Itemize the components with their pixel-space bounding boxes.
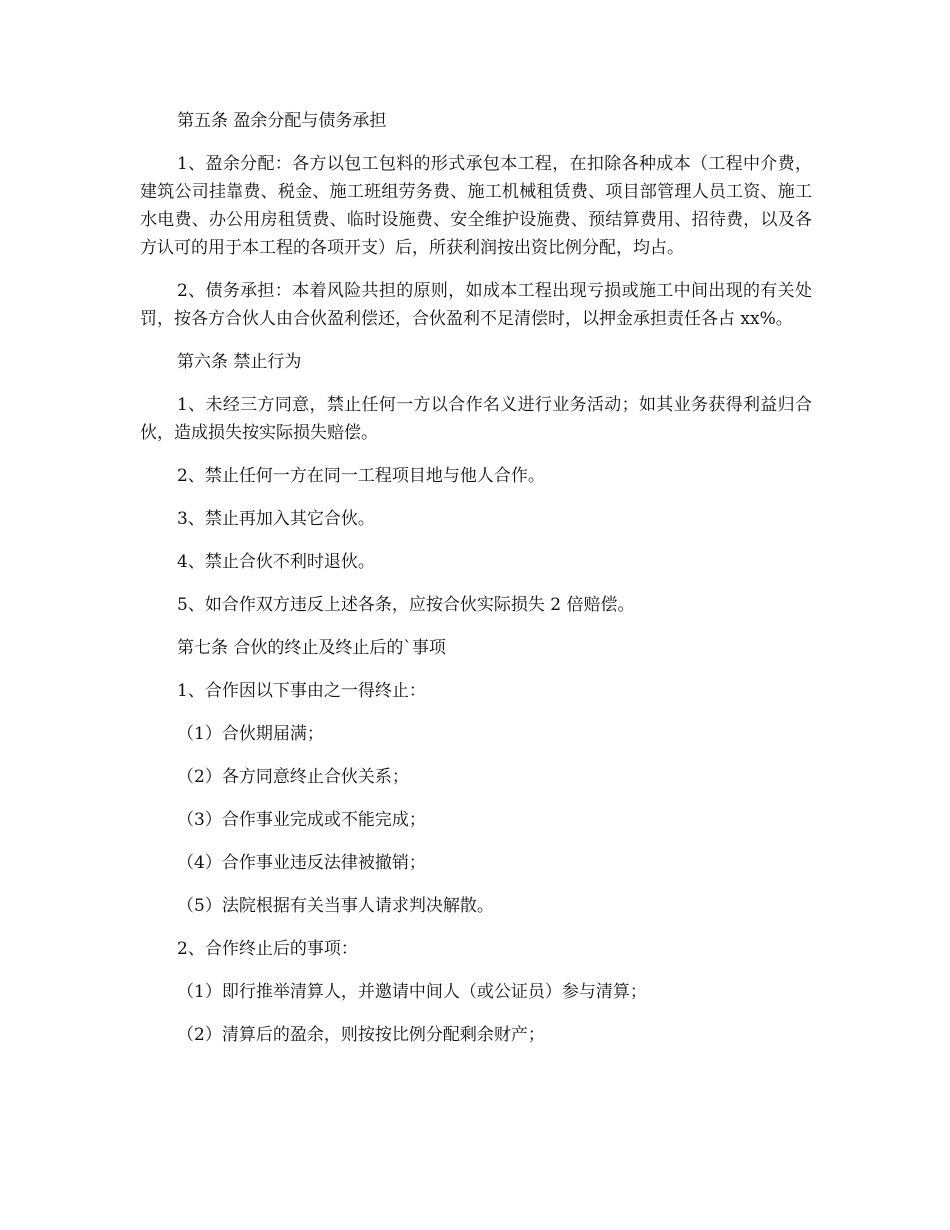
article-5-clause-2: 2、债务承担：本着风险共担的原则，如成本工程出现亏损或施工中间出现的有关处罚，按各方合伙人由合伙盈利偿还，合伙盈利不足清偿时，以押金承担责任各占 xx%。 bbox=[140, 281, 812, 329]
article-5-clause-1: 1、盈余分配：各方以包工包料的形式承包本工程，在扣除各种成本（工程中介费，建筑公司挂靠费、税金、施工班组劳务费、施工机械租赁费、项目部管理人员工资、施工水电费、办公用房租赁费、临时设施费、安全维护设施费、预结算费用、招待费，以及各方认可的用于本工程的各项开支）后，所获利润按出资比例分配，均占。 bbox=[140, 154, 812, 258]
article-6-clause-2: 2、禁止任何一方在同一工程项目地与他人合作。 bbox=[177, 466, 545, 486]
article-5-heading: 第五条 盈余分配与债务承担 bbox=[177, 111, 387, 131]
article-6-clause-3: 3、禁止再加入其它合伙。 bbox=[177, 509, 375, 529]
list-item: （3）合作事业完成或不能完成； bbox=[177, 810, 426, 830]
list-item: （1）合伙期届满； bbox=[177, 724, 324, 744]
article-6-clause-5: 5、如合作双方违反上述各条，应按合伙实际损失 2 倍赔偿。 bbox=[177, 595, 635, 615]
article-6-clause-4: 4、禁止合伙不利时退伙。 bbox=[177, 552, 375, 572]
article-6-clause-1: 1、未经三方同意，禁止任何一方以合作名义进行业务活动；如其业务获得利益归合伙，造成损失按实际损失赔偿。 bbox=[140, 395, 812, 443]
list-item: （5）法院根据有关当事人请求判决解散。 bbox=[177, 896, 494, 916]
list-item: （4）合作事业违反法律被撤销； bbox=[177, 853, 426, 873]
article-7-section-2-title: 2、合作终止后的事项： bbox=[177, 939, 358, 959]
list-item: （2）清算后的盈余，则按按比例分配剩余财产； bbox=[177, 1025, 545, 1045]
list-item: （1）即行推举清算人，并邀请中间人（或公证员）参与清算； bbox=[177, 982, 647, 1002]
document-page bbox=[140, 107, 812, 1064]
article-7-section-1-title: 1、合作因以下事由之一得终止： bbox=[177, 681, 426, 701]
article-6-heading: 第六条 禁止行为 bbox=[177, 352, 302, 372]
list-item: （2）各方同意终止合伙关系； bbox=[177, 767, 409, 787]
article-7-heading: 第七条 合伙的终止及终止后的`事项 bbox=[177, 638, 446, 658]
